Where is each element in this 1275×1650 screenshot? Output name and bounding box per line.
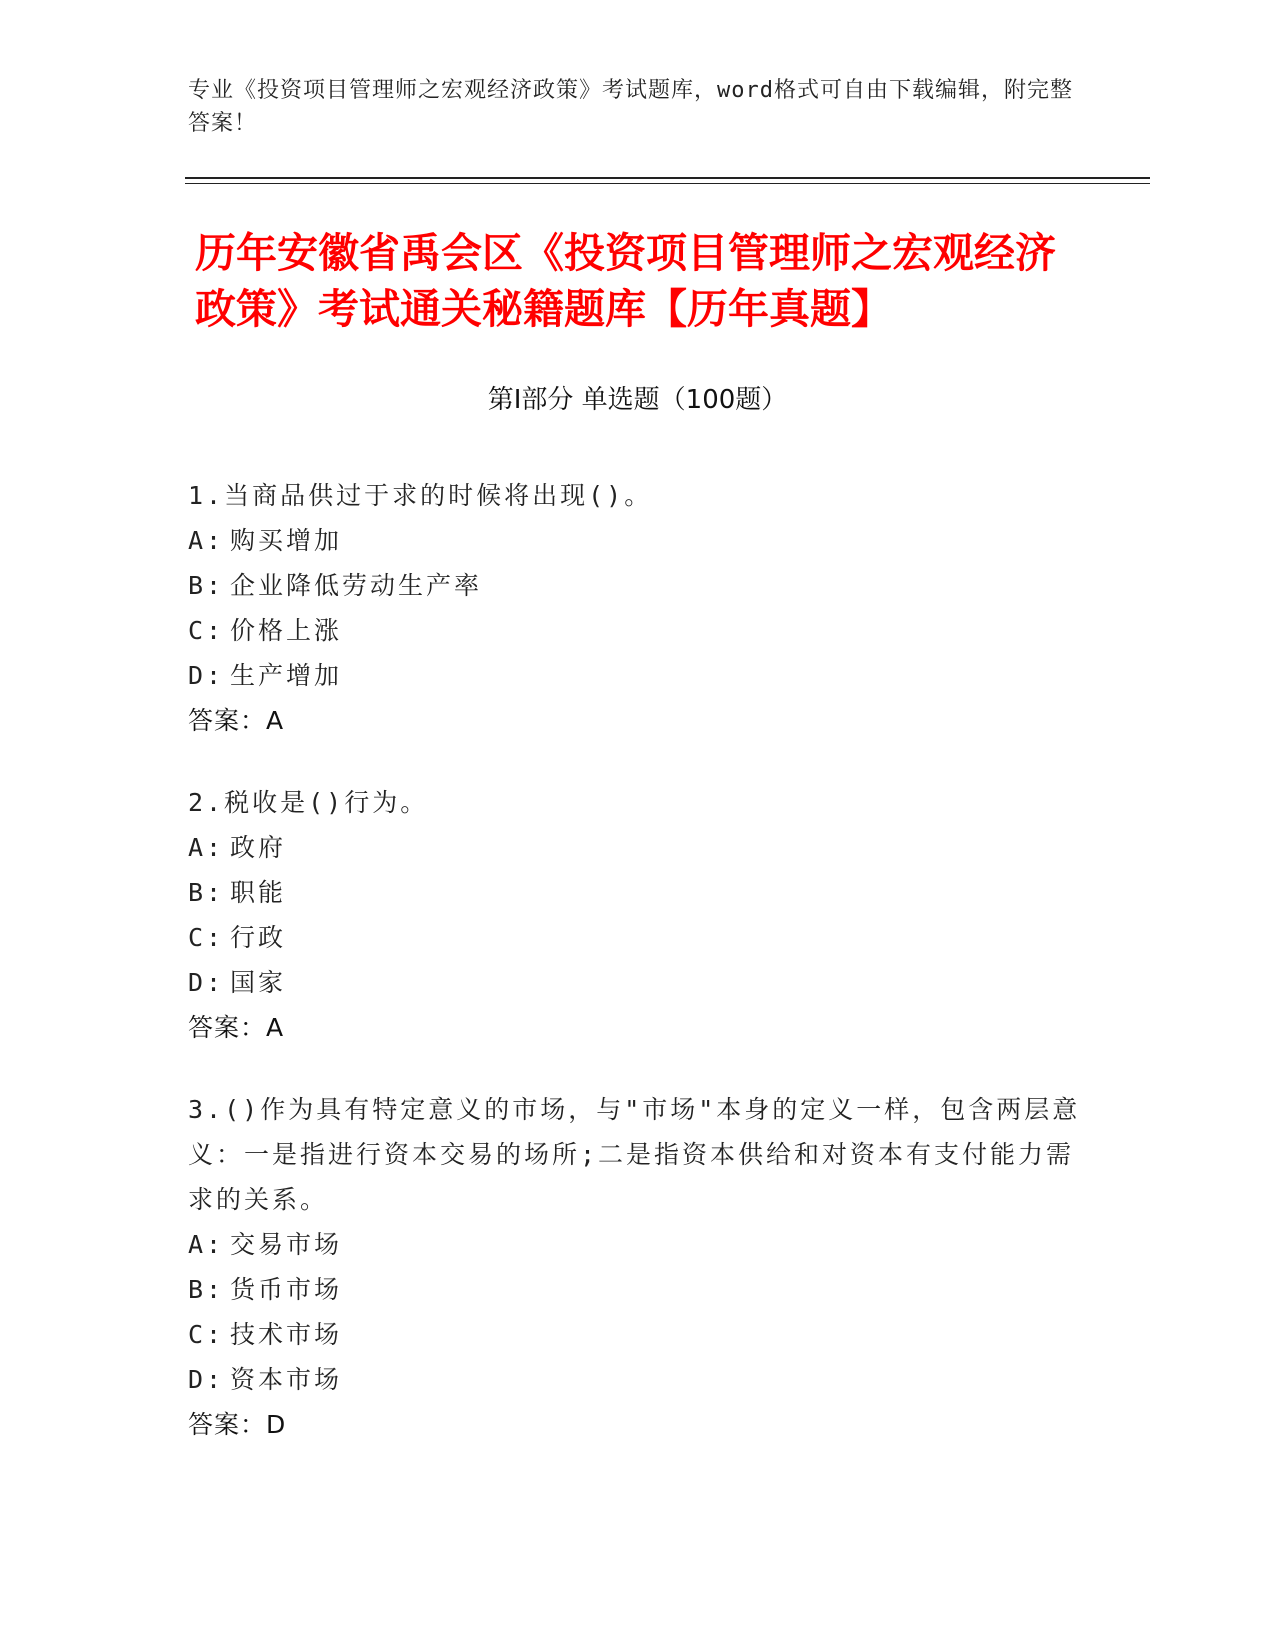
option-key: C:	[188, 1320, 225, 1349]
option-text: 资本市场	[230, 1365, 343, 1394]
answer-line	[188, 698, 1088, 743]
header-note: 专业《投资项目管理师之宏观经济政策》考试题库，word格式可自由下载编辑，附完整答案！	[188, 78, 1073, 136]
document-title: 历年安徽省禹会区《投资项目管理师之宏观经济政策》考试通关秘籍题库【历年真题】	[195, 229, 1056, 333]
option-text: 生产增加	[230, 661, 343, 690]
option-d	[188, 1357, 1088, 1402]
option-key: D:	[188, 1365, 225, 1394]
option-key: A:	[188, 526, 225, 555]
answer-value: A	[266, 706, 285, 735]
option-key: B:	[188, 878, 225, 907]
option-text: 行政	[230, 923, 287, 952]
option-key: B:	[188, 571, 225, 600]
option-b	[188, 870, 1088, 915]
option-text: 国家	[230, 968, 287, 997]
option-key: C:	[188, 923, 225, 952]
answer-value: D	[266, 1410, 287, 1439]
option-text: 企业降低劳动生产率	[230, 571, 483, 600]
question-list	[188, 473, 1088, 1484]
option-text: 购买增加	[230, 526, 343, 555]
option-text: 技术市场	[230, 1320, 343, 1349]
option-text: 政府	[230, 833, 287, 862]
option-key: D:	[188, 968, 225, 997]
option-b	[188, 563, 1088, 608]
option-text: 职能	[230, 878, 287, 907]
section-title: 第Ⅰ部分 单选题（100题）	[487, 385, 788, 415]
answer-label: 答案：	[188, 1013, 267, 1042]
header-divider-thick	[185, 177, 1150, 179]
option-key: A:	[188, 1230, 225, 1259]
option-a	[188, 825, 1088, 870]
option-a	[188, 1222, 1088, 1267]
option-key: B:	[188, 1275, 225, 1304]
option-text: 货币市场	[230, 1275, 343, 1304]
answer-line	[188, 1005, 1088, 1050]
question-1	[188, 473, 1088, 743]
option-c	[188, 1312, 1088, 1357]
answer-value: A	[266, 1013, 285, 1042]
question-3	[188, 1087, 1088, 1447]
header-divider-thin	[185, 183, 1150, 184]
option-a	[188, 518, 1088, 563]
option-text: 价格上涨	[230, 616, 343, 645]
answer-line	[188, 1402, 1088, 1447]
option-c	[188, 608, 1088, 653]
option-key: A:	[188, 833, 225, 862]
option-key: D:	[188, 661, 225, 690]
option-c	[188, 915, 1088, 960]
question-stem: 2.税收是()行为。	[188, 788, 429, 817]
question-stem: 1.当商品供过于求的时候将出现()。	[188, 481, 653, 510]
question-stem: 3.()作为具有特定意义的市场，与"市场"本身的定义一样，包含两层意义：一是指进行资本交易的场所;二是指资本供给和对资本有支付能力需求的关系。	[188, 1095, 1081, 1214]
answer-label: 答案：	[188, 1410, 267, 1439]
question-2	[188, 780, 1088, 1050]
option-b	[188, 1267, 1088, 1312]
option-d	[188, 960, 1088, 1005]
answer-label: 答案：	[188, 706, 267, 735]
option-key: C:	[188, 616, 225, 645]
option-d	[188, 653, 1088, 698]
option-text: 交易市场	[230, 1230, 343, 1259]
